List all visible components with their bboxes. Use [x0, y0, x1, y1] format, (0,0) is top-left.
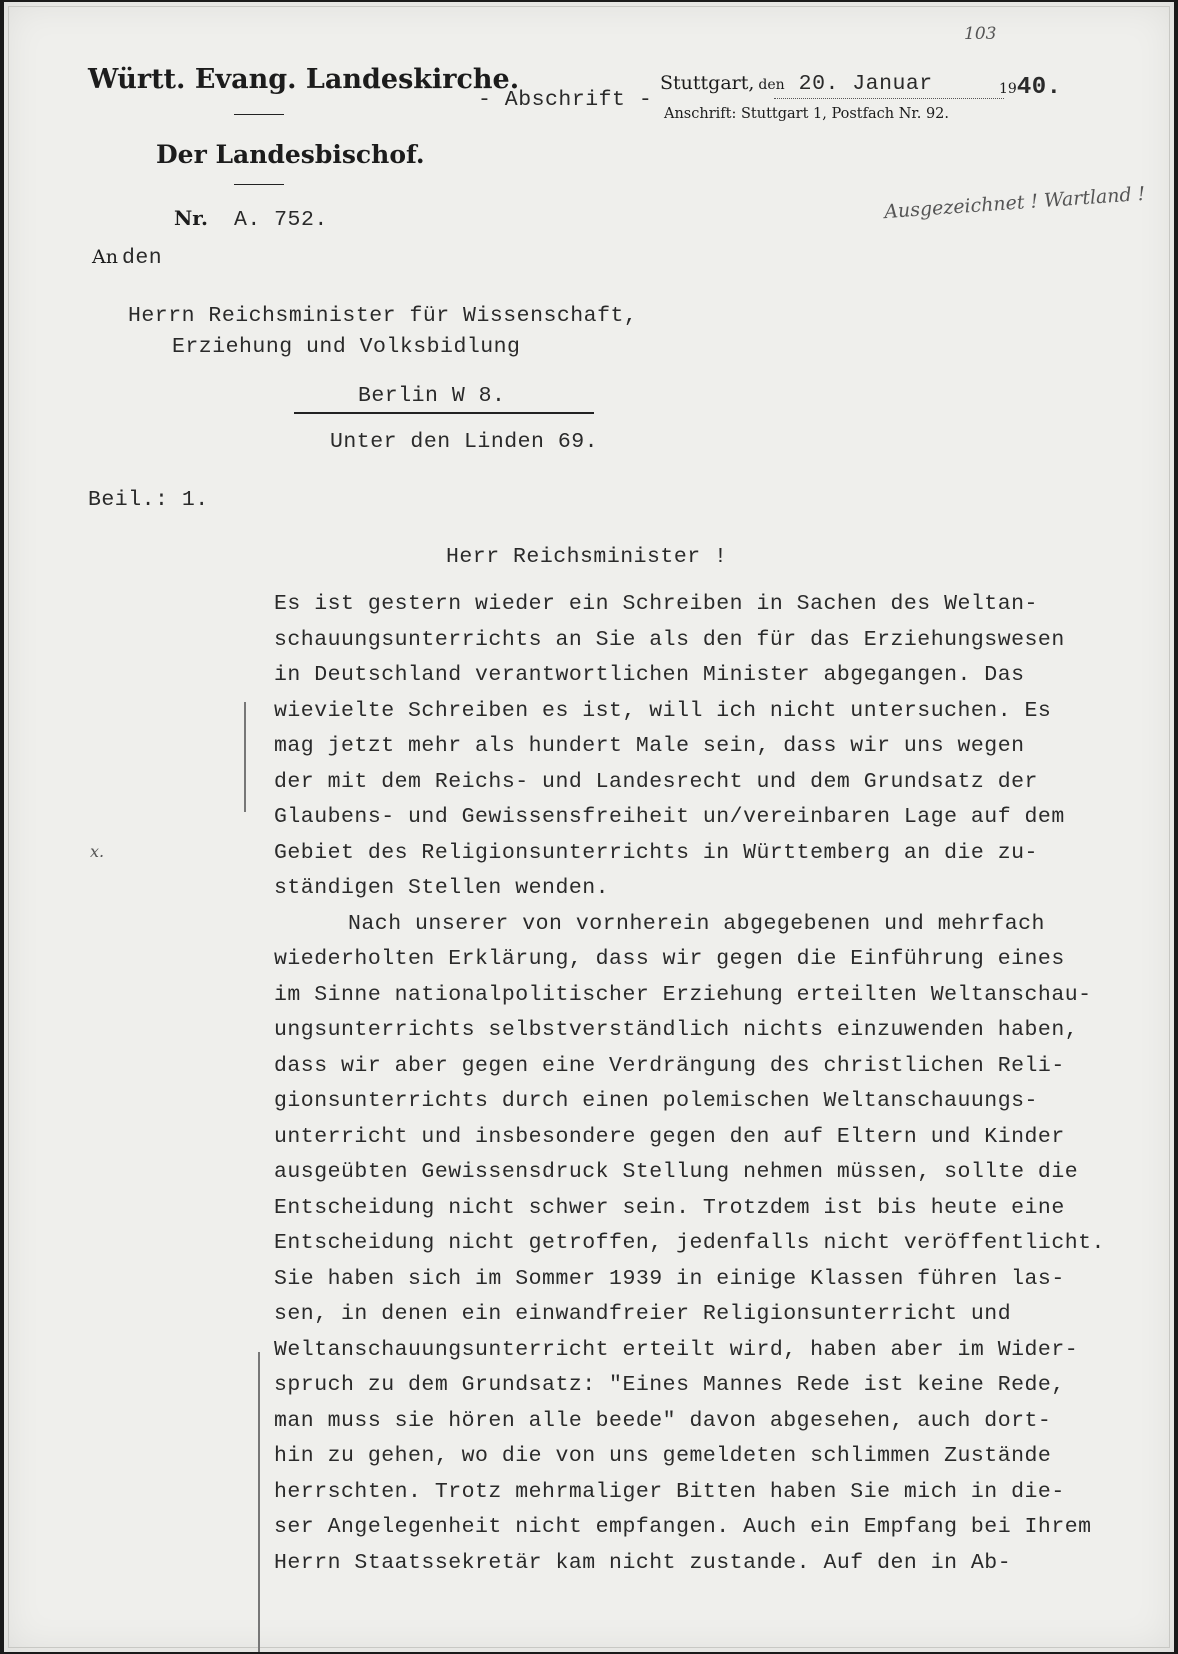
body-line: ausgeübten Gewissensdruck Stellung nehmen müssen, sollte die — [274, 1160, 1079, 1184]
letterhead-org: Württ. Evang. Landeskirche. — [88, 64, 520, 95]
body-line: ständigen Stellen wenden. — [274, 876, 610, 900]
city-label: Stuttgart, — [660, 72, 755, 94]
body-line: Es ist gestern wieder ein Schreiben in Sachen des Weltan- — [274, 592, 1038, 616]
body-line: wiederholten Erklärung, dass wir gegen die Einführung eines — [274, 947, 1065, 971]
den-label: den — [758, 77, 785, 93]
body-line: mag jetzt mehr als hundert Male sein, dass wir uns wegen — [274, 734, 1025, 758]
an-den-label: den — [121, 246, 163, 270]
page-number: 103 — [964, 24, 997, 44]
body-line: unterricht und insbesondere gegen den auf Eltern und Kinder — [274, 1124, 1065, 1149]
body-line: Entscheidung nicht getroffen, jedenfalls nicht veröffentlicht. — [274, 1231, 1105, 1255]
body-line: Entscheidung nicht schwer sein. Trotzdem ist bis heute eine — [274, 1195, 1065, 1220]
body-line: Nach unserer von vornherein abgegebenen und mehrfach — [348, 911, 1045, 936]
salutation: Herr Reichsminister ! — [446, 545, 728, 569]
letterhead-divider-2 — [234, 184, 284, 185]
body-line: gionsunterrichts durch einen polemischen Weltanschauungs- — [274, 1089, 1038, 1113]
an-prefix: An — [92, 246, 118, 268]
body-line: wievielte Schreiben es ist, will ich nicht untersuchen. Es — [274, 698, 1052, 723]
body-line: ungsunterrichts selbstverständlich nichts einzuwenden haben, — [274, 1018, 1079, 1042]
body-line: hin zu gehen, wo die von uns gemeldeten schlimmen Zustände — [274, 1444, 1052, 1468]
margin-bracket — [244, 702, 246, 812]
body-line: herrschten. Trotz mehrmaliger Bitten haben Sie mich in die- — [274, 1479, 1065, 1504]
recipient-line2: Erziehung und Volksbidlung — [172, 335, 521, 359]
copy-mark: - Abschrift - — [478, 88, 653, 112]
date-line — [774, 98, 1004, 99]
enclosures: Beil.: 1. — [88, 488, 209, 512]
body-line: Gebiet des Religionsunterrichts in Württemberg an die zu- — [274, 840, 1038, 865]
recipient-city: Berlin W 8. — [358, 384, 506, 408]
reference-label: Nr. — [174, 206, 208, 230]
city-underline — [294, 412, 594, 414]
place-date — [660, 72, 933, 96]
year-suffix: 40. — [1016, 74, 1062, 101]
letterhead-dept: Der Landesbischof. — [156, 140, 425, 169]
recipient-line1: Herrn Reichsminister für Wissenschaft, — [128, 304, 638, 328]
address-line: Anschrift: Stuttgart 1, Postfach Nr. 92. — [664, 106, 950, 122]
body-line: sen, in denen ein einwandfreier Religionsunterricht und — [274, 1302, 1012, 1326]
document-page — [4, 2, 1174, 1652]
margin-note: x. — [90, 842, 105, 861]
recipient-street: Unter den Linden 69. — [330, 430, 599, 454]
body-line: Glaubens- und Gewissensfreiheit un/vereinbaren Lage auf dem — [274, 805, 1065, 829]
body-line: in Deutschland verantwortlichen Minister abgegangen. Das — [274, 663, 1025, 687]
margin-bracket-2 — [258, 1352, 260, 1652]
body-line: Sie haben sich im Sommer 1939 in einige Klassen führen las- — [274, 1266, 1065, 1291]
an-den — [92, 246, 162, 270]
year-prefix: 19 — [999, 81, 1017, 97]
body-line: dass wir aber gegen eine Verdrängung des christlichen Reli- — [274, 1053, 1065, 1078]
body-line: ser Angelegenheit nicht empfangen. Auch ein Empfang bei Ihrem — [274, 1515, 1092, 1539]
body-line: spruch zu dem Grundsatz: "Eines Mannes Rede ist keine Rede, — [274, 1373, 1065, 1397]
body-line: Herrn Staatssekretär kam nicht zustande. Auf den in Ab- — [274, 1550, 1012, 1575]
body-line: Weltanschauungsunterricht erteilt wird, haben aber im Wider- — [274, 1337, 1079, 1362]
handwritten-annotation: Ausgezeichnet ! Wartland ! — [883, 182, 1147, 224]
reference-number — [174, 206, 328, 232]
year — [999, 74, 1062, 101]
reference-value: A. 752. — [233, 208, 328, 232]
letter-body — [274, 587, 1144, 1581]
body-line: schauungsunterrichts an Sie als den für das Erziehungswesen — [274, 627, 1065, 652]
letterhead-divider — [234, 114, 284, 115]
date-value: 20. Januar — [798, 72, 933, 96]
body-line: man muss sie hören alle beede" davon abgesehen, auch dort- — [274, 1408, 1052, 1433]
body-line: der mit dem Reichs- und Landesrecht und dem Grundsatz der — [274, 769, 1038, 794]
body-line: im Sinne nationalpolitischer Erziehung erteilten Weltanschau- — [274, 982, 1092, 1007]
